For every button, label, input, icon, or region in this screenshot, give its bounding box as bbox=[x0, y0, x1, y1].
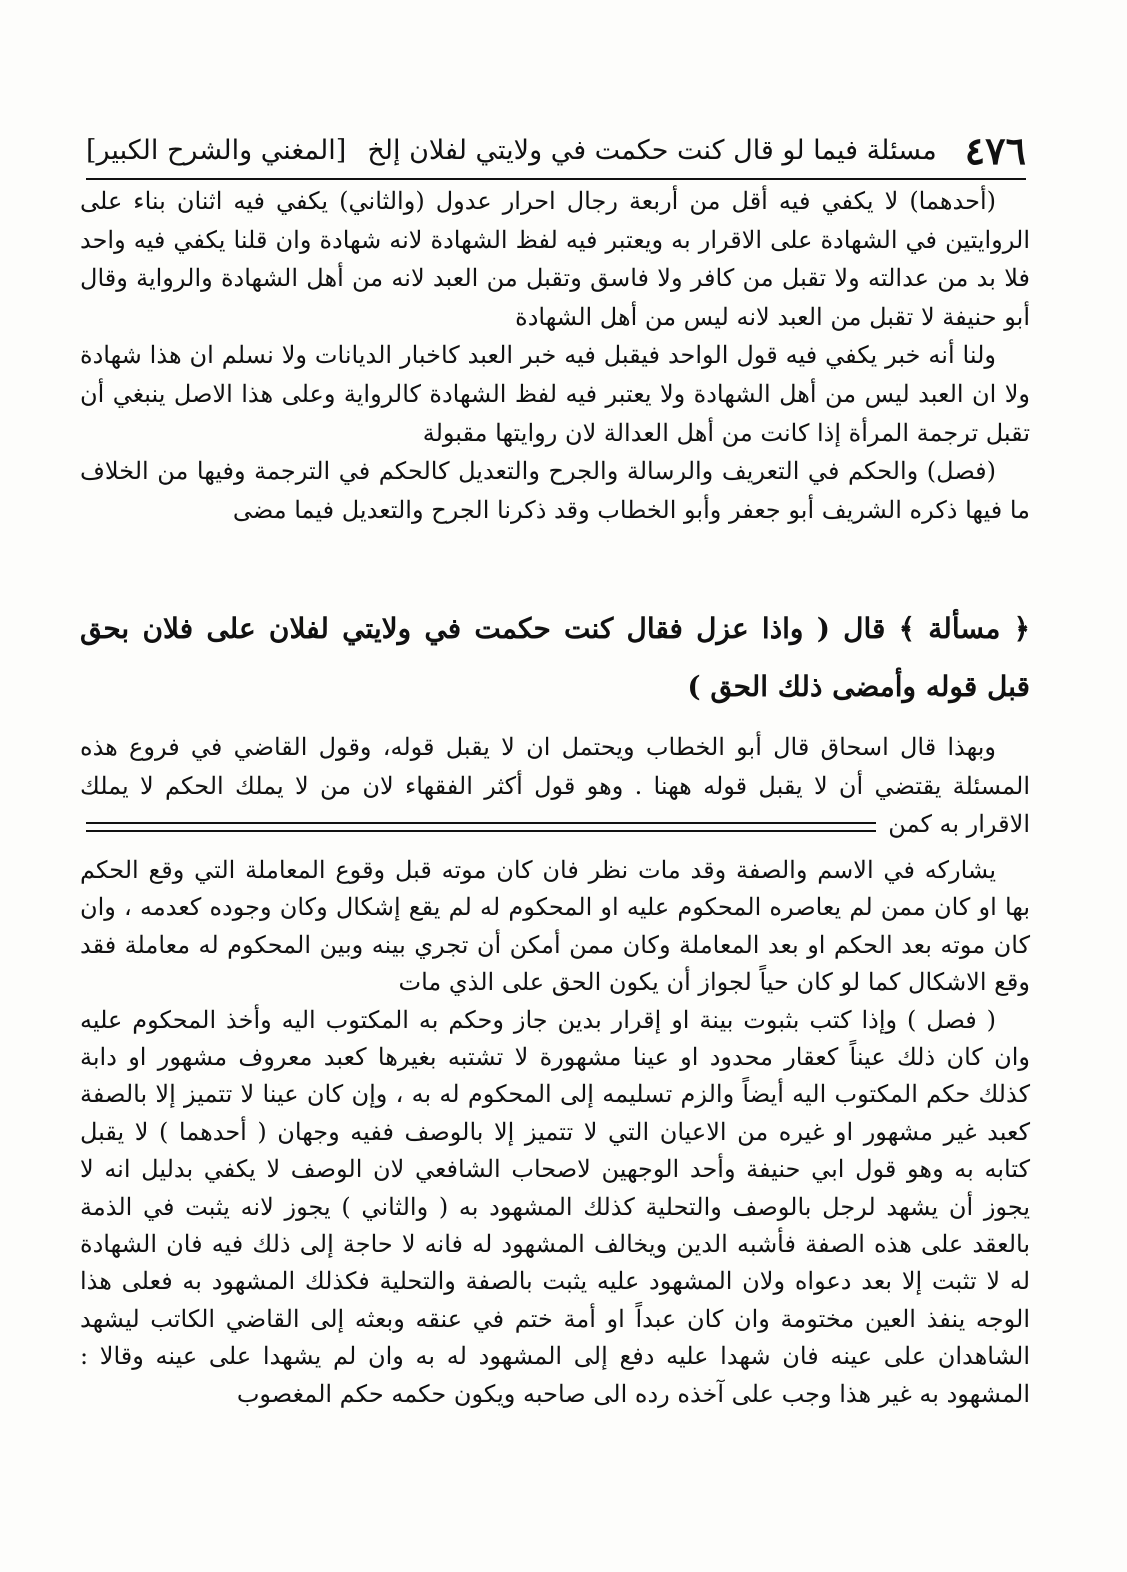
book-title: [المغني والشرح الكبير] bbox=[86, 134, 347, 166]
separator-rule bbox=[86, 822, 876, 832]
section-title: مسئلة فيما لو قال كنت حكمت في ولايتي لفلان إلخ bbox=[367, 134, 937, 166]
masala-heading: ﴿ مسألة ﴾ قال ( واذا عزل فقال كنت حكمت في ولايتي لفلان على فلان بحق قبل قوله وأمضى ذلك الحق ) bbox=[80, 612, 1030, 703]
page-header bbox=[86, 126, 1026, 174]
header-rule bbox=[86, 178, 1026, 180]
note-paragraph: يشاركه في الاسم والصفة وقد مات نظر فان كان موته قبل وقوع المعاملة التي وقع الحكم بها او كان ممن لم يعاصره المحكوم عليه او المحكوم له لم يقع إشكال وكان وجوده كعدمه ، وان كان موته بعد الحكم او بعد المعاملة وكان ممن أمكن أن تجري بينه وبين المحكوم له معاملة فقد وقع الاشكال كما لو كان حياً لجواز أن يكون الحق على الذي مات bbox=[80, 856, 1030, 997]
paragraph: (أحدهما) لا يكفي فيه أقل من أربعة رجال احرار عدول (والثاني) يكفي فيه اثنان بناء على الروايتين في الشهادة على الاقرار به ويعتبر فيه لفظ الشهادة لانه شهادة وان قلنا يكفي فيه واحد فلا بد من عدالته ولا تقبل من كافر ولا فاسق وتقبل من العبد لانه من أهل الشهادة والرواية وقال أبو حنيفة لا تقبل من العبد لانه ليس من أهل الشهادة bbox=[80, 187, 1030, 331]
page-number: ٤٧٦ bbox=[964, 127, 1026, 173]
paragraph: (فصل) والحكم في التعريف والرسالة والجرح والتعديل كالحكم في الترجمة وفيها من الخلاف ما فيها ذكره الشريف أبو جعفر وأبو الخطاب وقد ذكرنا الجرح والتعديل فيما مضى bbox=[80, 457, 1030, 524]
notes-block bbox=[80, 852, 1030, 1413]
paragraph: وبهذا قال اسحاق قال أبو الخطاب ويحتمل ان لا يقبل قوله، وقول القاضي في فروع هذه المسئلة يقتضي أن لا يقبل قوله ههنا . وهو قول أكثر الفقهاء لان من لا يملك الحكم لا يملك الاقرار به كمن bbox=[80, 733, 1030, 839]
main-text-top bbox=[80, 182, 1030, 529]
paragraph: ولنا أنه خبر يكفي فيه قول الواحد فيقبل فيه خبر العبد كاخبار الديانات ولا نسلم ان هذا شهادة ولا ان العبد ليس من أهل الشهادة ولا يعتبر فيه لفظ الشهادة كالرواية وعلى هذا الاصل ينبغي أن تقبل ترجمة المرأة إذا كانت من أهل العدالة لان روايتها مقبولة bbox=[80, 341, 1030, 447]
masala-block bbox=[80, 600, 1030, 716]
note-paragraph: ( فصل ) وإذا كتب بثبوت بينة او إقرار بدين جاز وحكم به المكتوب اليه وأخذ المحكوم عليه وان كان ذلك عيناً كعقار محدود او عينا مشهورة لا تشتبه بغيرها كعبد معروف مشهور او دابة كذلك حكم المكتوب اليه أيضاً والزم تسليمه إلى المحكوم له به ، وإن كان عينا لا تتميز إلا بالصفة كعبد غير مشهور او غيره من الاعيان التي لا تتميز إلا بالوصف ففيه وجهان ( أحدهما ) لا يقبل كتابه به وهو قول ابي حنيفة وأحد الوجهين لاصحاب الشافعي لان الوصف لا يكفي بدليل انه لا يجوز أن يشهد لرجل بالوصف والتحلية كذلك المشهود به ( والثاني ) يجوز لانه يثبت في الذمة بالعقد على هذه الصفة فأشبه الدين ويخالف المشهود له فانه لا حاجة إلى ذلك فيه فان الشهادة له لا تثبت إلا بعد دعواه ولان المشهود عليه يثبت بالصفة والتحلية فكذلك المشهود به فعلى هذا الوجه ينفذ العين مختومة وان كان عبداً او أمة ختم في عنقه وبعثه إلى القاضي الكاتب ليشهد الشاهدان على عينه فان شهدا عليه دفع إلى المشهود له به وان لم يشهدا على عينه وقالا : المشهود به غير هذا وجب على آخذه رده الى صاحبه ويكون حكمه حكم المغصوب bbox=[80, 1005, 1030, 1408]
